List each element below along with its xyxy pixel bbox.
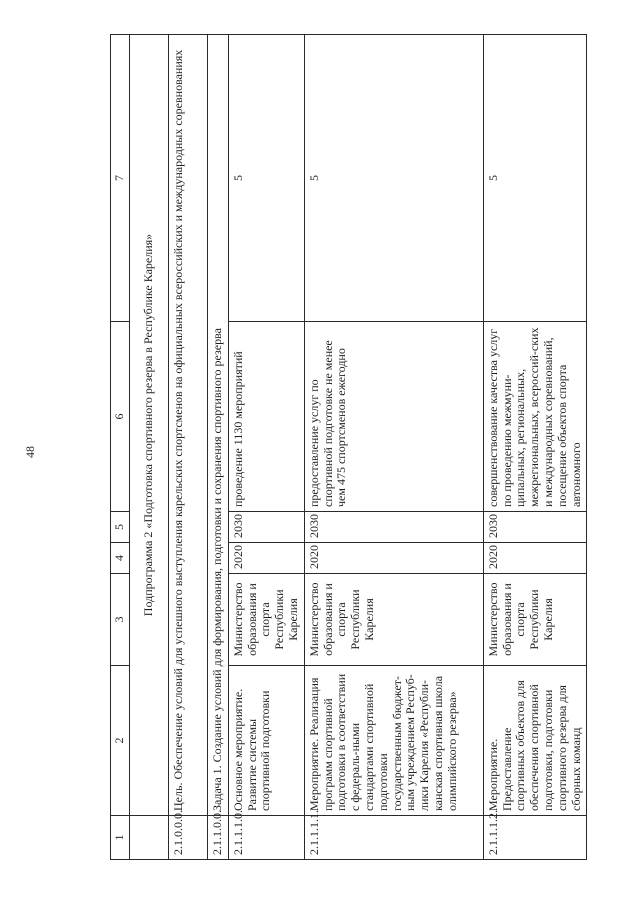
row-code: 2.1.1.1.1. — [304, 816, 483, 860]
row-executor: Министерство образования и спорта Республики Карелия — [228, 574, 304, 666]
table-row — [228, 35, 304, 860]
subprogram-title: Подпрограмма 2 «Подготовка спортивного резерва в Республике Карелия» — [130, 35, 169, 816]
header-col-7: 7 — [111, 35, 130, 322]
header-col-1: 1 — [111, 816, 130, 860]
header-col-5: 5 — [111, 512, 130, 543]
row-result: предоставление услуг по спортивной подготовке не менее чем 475 спортсменов ежегодно — [304, 322, 483, 512]
row-end: 2030 — [304, 512, 483, 543]
subprogram-row — [130, 35, 169, 860]
row-code: 2.1.1.1.0. — [228, 816, 304, 860]
header-col-6: 6 — [111, 322, 130, 512]
row-link: 5 — [304, 35, 483, 322]
task-code: 2.1.1.0.0. — [208, 816, 229, 860]
row-link: 5 — [483, 35, 587, 322]
row-executor: Министерство образования и спорта Республики Карелия — [483, 574, 587, 666]
row-name: Мероприятие. Предоставление спортивных объектов для обеспечения спортивной подготовки, подготовки спортивного резерва для сборных команд — [483, 666, 587, 816]
row-result: совершенствование качества услуг по проведению межмуни-ципальных, региональных, межрегиональных, всероссий-ских и международных соревнований, посещение объектов спорта автономного — [483, 322, 587, 512]
table-row — [483, 35, 587, 860]
goal-row — [169, 35, 208, 860]
row-end: 2030 — [228, 512, 304, 543]
header-col-4: 4 — [111, 543, 130, 574]
row-start: 2020 — [304, 543, 483, 574]
page-number: 48 — [23, 446, 37, 458]
row-name: Основное мероприятие. Развитие системы спортивной подготовки — [228, 666, 304, 816]
header-row — [111, 35, 130, 860]
task-text: Задача 1. Создание условий для формирования, подготовки и сохранения спортивного резерва — [208, 35, 229, 816]
row-executor: Министерство образования и спорта Республики Карелия — [304, 574, 483, 666]
row-link: 5 — [228, 35, 304, 322]
program-table — [110, 34, 587, 860]
goal-code: 2.1.0.0.0. — [169, 816, 208, 860]
header-col-3: 3 — [111, 574, 130, 666]
row-start: 2020 — [228, 543, 304, 574]
row-end: 2030 — [483, 512, 587, 543]
task-row — [208, 35, 229, 860]
row-name: Мероприятие. Реализация программ спортивной подготовки в соответствии с федераль-ными стандартами спортивной подготовки государственным бюджет-ным учреждением Респуб-лики Карелия «Республи-канская спортивная школа олимпийского резерва» — [304, 666, 483, 816]
row-start: 2020 — [483, 543, 587, 574]
table-row — [304, 35, 483, 860]
rotated-table-sheet — [110, 35, 583, 860]
goal-text: Цель. Обеспечение условий для успешного выступления карельских спортсменов на официальных всероссийских и международных соревнованиях — [169, 35, 208, 816]
row-result: проведение 1130 мероприятий — [228, 322, 304, 512]
header-col-2: 2 — [111, 666, 130, 816]
row-code: 2.1.1.1.2. — [483, 816, 587, 860]
